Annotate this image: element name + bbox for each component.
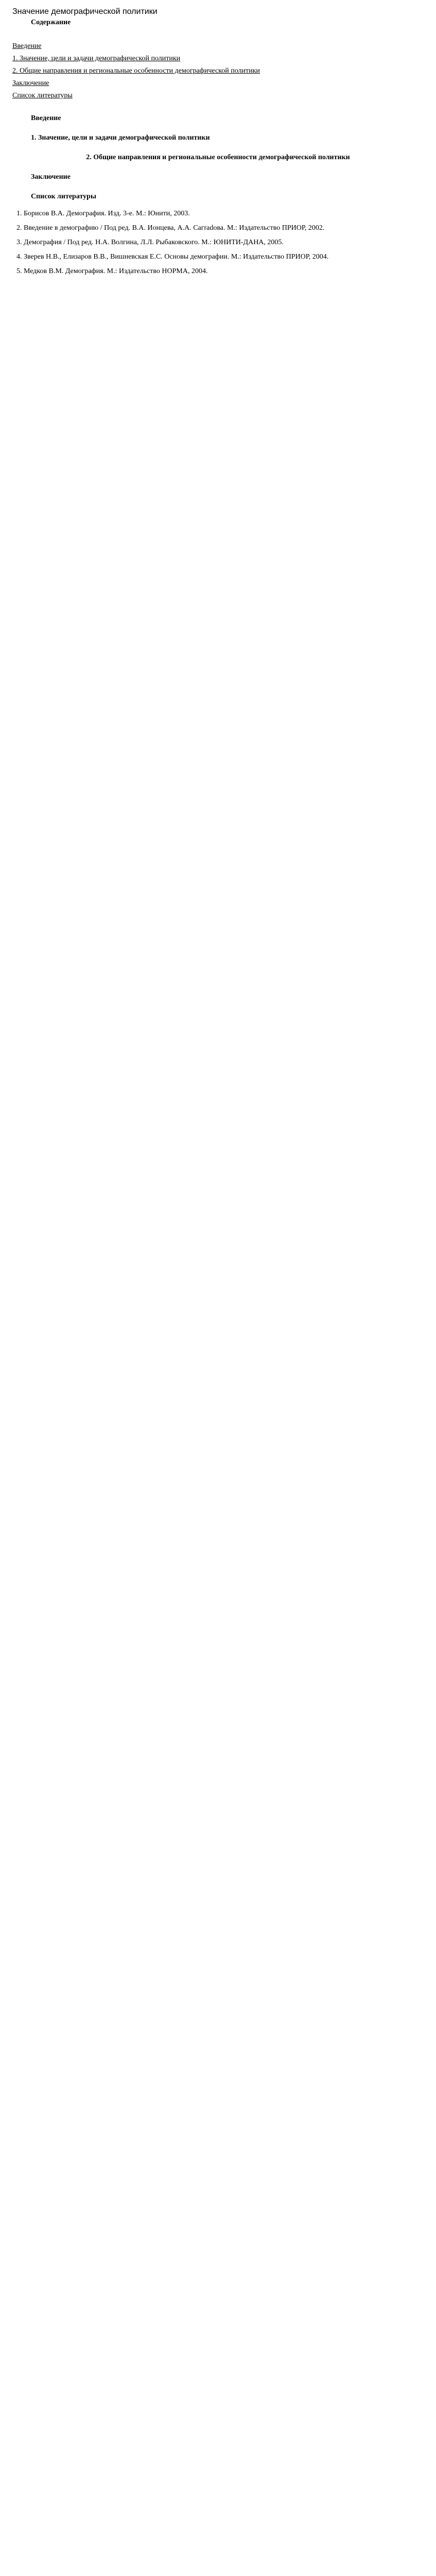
- toc-item: [12, 79, 424, 88]
- toc-link-references[interactable]: Список литературы: [12, 92, 73, 99]
- section-heading: Список литературы: [31, 193, 96, 200]
- section-heading: 2. Общие направления и региональные особенности демографической политики: [86, 154, 350, 161]
- section-introduction: [12, 114, 424, 123]
- section-goals: [12, 134, 424, 142]
- section-references: [12, 193, 424, 276]
- section-directions: [12, 154, 424, 162]
- toc-link-conclusion[interactable]: Заключение: [12, 79, 49, 87]
- toc-item: [12, 42, 424, 50]
- section-heading: Введение: [31, 114, 61, 122]
- toc-item: [12, 55, 424, 63]
- toc-link-introduction[interactable]: Введение: [12, 42, 42, 50]
- section-heading: 1. Значение, цели и задачи демографической политики: [31, 134, 210, 142]
- table-of-contents: [12, 42, 424, 100]
- toc-heading: Содержание: [31, 19, 71, 26]
- toc-link-section-2[interactable]: 2. Общие направления и региональные особенности демографической политики: [12, 67, 260, 75]
- toc-item: [12, 92, 424, 100]
- reference-item: 3. Демография / Под ред. Н.А. Волгина, Л.Л. Рыбаковского. М.: ЮНИТИ-ДАНА, 2005.: [24, 238, 424, 247]
- toc-item: [12, 67, 424, 75]
- reference-item: 5. Медков В.М. Демография. М.: Издательство НОРМА, 2004.: [24, 267, 424, 276]
- reference-item: 4. Зверев Н.В., Елизаров В.В., Вишневская Е.С. Основы демографии. М.: Издательство ПРИОР, 2004.: [24, 252, 424, 262]
- document-title: Значение демографической политики: [12, 7, 158, 16]
- section-heading: Заключение: [31, 173, 71, 181]
- reference-item: 1. Борисов В.А. Демография. Изд. 3-е. М.: Юнити, 2003.: [24, 209, 424, 218]
- reference-list: [12, 209, 424, 276]
- reference-item: 2. Введение в демографию / Под ред. В.А. Ионцева, А.А. Сагradова. М.: Издательство ПРИОР, 2002.: [24, 224, 424, 233]
- toc-link-section-1[interactable]: 1. Значение, цели и задачи демографической политики: [12, 55, 181, 62]
- section-conclusion: [12, 173, 424, 181]
